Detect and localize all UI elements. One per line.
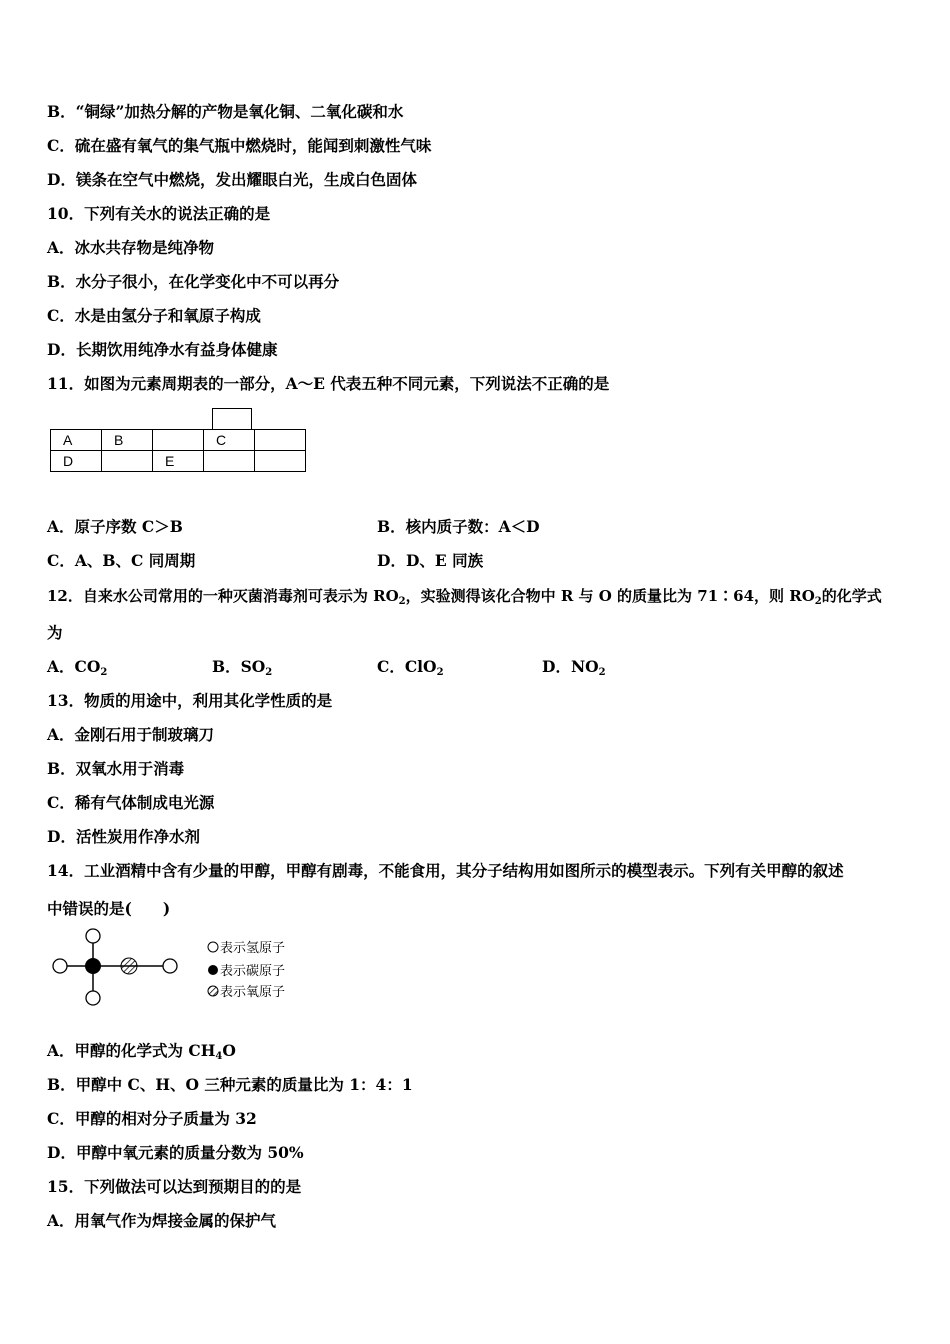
q12-stem xyxy=(47,586,882,612)
q15-option-a: A．用氧气作为焊接金属的保护气 xyxy=(47,1211,277,1230)
q12-option-d xyxy=(542,657,606,683)
q10-option-b: B．水分子很小，在化学变化中不可以再分 xyxy=(47,272,340,291)
q12-option-c xyxy=(377,657,444,683)
q12-stem-line2: 为 xyxy=(47,623,63,642)
legend-carbon-label: 表示碳原子 xyxy=(220,964,286,979)
legend-oxygen-icon xyxy=(208,986,218,996)
q12-c-subscript: 2 xyxy=(436,667,444,678)
q13-option-a: A．金刚石用于制玻璃刀 xyxy=(47,725,215,744)
q12-option-b xyxy=(212,657,272,683)
q11-option-a: A．原子序数 C＞B xyxy=(47,517,183,536)
q12-a-text: A．CO xyxy=(47,657,101,676)
legend-carbon-icon xyxy=(208,965,218,975)
q13-option-c: C．稀有气体制成电光源 xyxy=(47,793,215,812)
q12-a-subscript: 2 xyxy=(100,667,108,678)
pt-cell: C xyxy=(204,430,255,451)
hydrogen-atom xyxy=(163,959,177,973)
q14-option-a xyxy=(47,1041,236,1067)
q14-option-b: B．甲醇中 C、H、O 三种元素的质量比为 1：4：1 xyxy=(47,1075,413,1094)
q15-stem: 15．下列做法可以达到预期目的的是 xyxy=(47,1177,302,1196)
legend-hydrogen-label: 表示氢原子 xyxy=(220,941,286,956)
q14-a-suffix: O xyxy=(222,1041,236,1060)
pt-cell xyxy=(255,430,306,451)
q12-d-text: D．NO xyxy=(542,657,599,676)
q14-option-d: D．甲醇中氧元素的质量分数为 50% xyxy=(47,1143,304,1162)
q11-option-b: B．核内质子数：A＜D xyxy=(377,517,540,536)
q14-a-subscript: 4 xyxy=(215,1051,223,1062)
q12-b-text: B．SO xyxy=(212,657,266,676)
pt-cell: B xyxy=(102,430,153,451)
q12-stem-part1: 12．自来水公司常用的一种灭菌消毒剂可表示为 RO xyxy=(47,587,399,605)
q14-stem-line2: 中错误的是( ) xyxy=(47,899,171,918)
q14-a-text: A．甲醇的化学式为 CH xyxy=(47,1041,216,1060)
q14-stem-line1: 14．工业酒精中含有少量的甲醇，甲醇有剧毒，不能食用，其分子结构用如图所示的模型表示。下列有关甲醇的叙述 xyxy=(47,861,844,880)
pt-cell: D xyxy=(51,451,102,472)
q12-c-text: C．ClO xyxy=(377,657,437,676)
carbon-atom xyxy=(85,958,101,974)
q9-option-b: B．“铜绿”加热分解的产物是氧化铜、二氧化碳和水 xyxy=(47,102,404,121)
methanol-molecule-model xyxy=(40,925,310,1010)
pt-cell xyxy=(102,451,153,472)
q10-option-d: D．长期饮用纯净水有益身体健康 xyxy=(47,340,278,359)
q13-stem: 13．物质的用途中，利用其化学性质的是 xyxy=(47,691,333,710)
periodic-table-top-cell xyxy=(212,408,252,430)
oxygen-atom xyxy=(121,958,137,974)
q13-option-b: B．双氧水用于消毒 xyxy=(47,759,185,778)
q12-d-subscript: 2 xyxy=(598,667,606,678)
q12-stem-part2: ，实验测得该化合物中 R 与 O 的质量比为 71∶64，则 RO xyxy=(405,587,815,605)
q11-stem: 11．如图为元素周期表的一部分，A～E 代表五种不同元素，下列说法不正确的是 xyxy=(47,374,610,393)
q13-option-d: D．活性炭用作净水剂 xyxy=(47,827,200,846)
q14-option-c: C．甲醇的相对分子质量为 32 xyxy=(47,1109,257,1128)
q11-option-d: D．D、E 同族 xyxy=(377,551,484,570)
pt-cell: A xyxy=(51,430,102,451)
q9-option-c: C．硫在盛有氧气的集气瓶中燃烧时，能闻到刺激性气味 xyxy=(47,136,432,155)
q9-option-d: D．镁条在空气中燃烧，发出耀眼白光，生成白色固体 xyxy=(47,170,417,189)
q12-subscript: 2 xyxy=(814,596,822,607)
pt-cell xyxy=(153,430,204,451)
q11-option-c: C．A、B、C 同周期 xyxy=(47,551,196,570)
pt-cell xyxy=(204,451,255,472)
legend-hydrogen-icon xyxy=(208,942,218,952)
hydrogen-atom xyxy=(86,929,100,943)
q12-b-subscript: 2 xyxy=(265,667,273,678)
q10-option-c: C．水是由氢分子和氧原子构成 xyxy=(47,306,261,325)
hydrogen-atom xyxy=(53,959,67,973)
legend-oxygen-label: 表示氧原子 xyxy=(220,985,286,1000)
q12-option-a xyxy=(47,657,107,683)
pt-cell: E xyxy=(153,451,204,472)
q10-option-a: A．冰水共存物是纯净物 xyxy=(47,238,215,257)
q12-subscript: 2 xyxy=(398,596,406,607)
q10-stem: 10．下列有关水的说法正确的是 xyxy=(47,204,271,223)
pt-cell xyxy=(255,451,306,472)
hydrogen-atom xyxy=(86,991,100,1005)
q12-stem-part3: 的化学式 xyxy=(821,587,882,605)
